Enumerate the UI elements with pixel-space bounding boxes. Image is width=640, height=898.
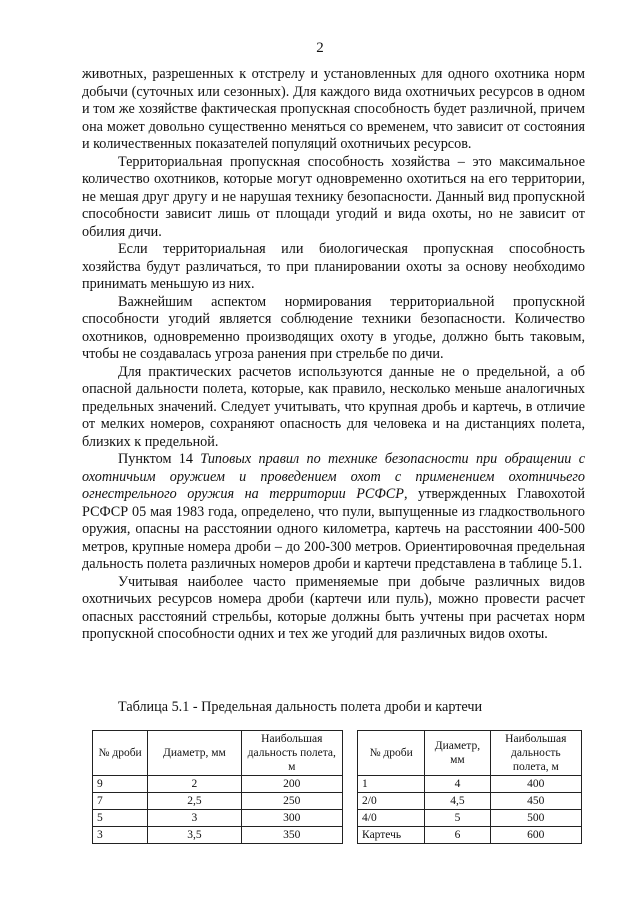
cell-shot-number: 3 xyxy=(93,827,148,844)
cell-shot-number: 2/0 xyxy=(358,793,425,810)
header-diameter: Диаметр, мм xyxy=(148,731,241,776)
paragraph xyxy=(82,451,585,574)
table-row xyxy=(93,810,582,827)
text-run: Важнейшим аспектом нормирования территориальной пропускной способности угодий является соблюдение техники безопасности. Количество охотников, одновременно производящих охоту в угодье, должно быть таковым, чтобы не создавалась угроза ранения при стрельбе по дичи. xyxy=(82,293,585,362)
italic-text-run: Типовых правил по технике безопасности при обращении с охотничьим оружием и проведением охот с применением охотничьего огнестрельного оружия на территории РСФСР xyxy=(82,451,585,502)
paragraph xyxy=(82,154,585,242)
cell-shot-number: Картечь xyxy=(358,827,425,844)
body-text xyxy=(82,66,585,644)
cell-diameter: 2,5 xyxy=(148,793,241,810)
table-gap xyxy=(343,776,358,793)
table-gap xyxy=(343,827,358,844)
paragraph xyxy=(82,241,585,294)
cell-shot-number: 1 xyxy=(358,776,425,793)
header-max-range: Наибольшая дальность полета, м xyxy=(490,731,581,776)
text-run: , утвержденных Главохотой РСФСР 05 мая 1983 года, определено, что пули, выпущенные из гладкоствольного оружия, опасны на расстоянии одного километра, картечь на расстоянии 400-500 метров, крупные номера дроби – до 200-300 метров. Ориентировочная предельная дальность полета различных номеров дроби и картечи представлена в таблице 5.1. xyxy=(82,486,585,572)
cell-diameter: 2 xyxy=(148,776,241,793)
cell-shot-number: 5 xyxy=(93,810,148,827)
cell-diameter: 3 xyxy=(148,810,241,827)
table-gap xyxy=(343,731,358,776)
table-row xyxy=(93,776,582,793)
cell-shot-number: 4/0 xyxy=(358,810,425,827)
paragraph xyxy=(82,574,585,644)
shot-range-table xyxy=(92,730,582,844)
text-run: Территориальная пропускная способность хозяйства – это максимальное количество охотников, которые могут одновременно охотиться на его территории, не мешая друг другу и не нарушая технику безопасности. Данный вид пропускной способности зависит лишь от площади угодий и вида охоты, но не зависит от обилия дичи. xyxy=(82,153,585,240)
cell-max-range: 600 xyxy=(490,827,581,844)
text-run: животных, разрешенных к отстрелу и установленных для одного охотника норм добычи (суточных или сезонных). Для каждого вида охотничьих ресурсов в одном и том же хозяйстве фактическая пропускная способность будет различной, причем она может довольно существенно меняться со временем, что зависит от состояния и количественных показателей популяций охотничьих ресурсов. xyxy=(82,66,585,152)
cell-diameter: 5 xyxy=(425,810,490,827)
table-row xyxy=(93,793,582,810)
paragraph xyxy=(82,364,585,452)
paragraph xyxy=(82,66,585,154)
text-run: Учитывая наиболее часто применяемые при добыче различных видов охотничьих ресурсов номера дроби (картечи или пуль), можно провести расчет опасных расстояний стрельбы, которые должны быть учтены при расчетах норм пропускной способности одних и тех же угодий для различных видов охоты. xyxy=(82,573,585,642)
cell-diameter: 4,5 xyxy=(425,793,490,810)
header-diameter: Диаметр, мм xyxy=(425,731,490,776)
table-gap xyxy=(343,793,358,810)
text-run: Для практических расчетов используются данные не о предельной, а об опасной дальности полета, которые, как правило, несколько меньше аналогичных предельных значений. Следует учитывать, что крупная дробь и картечь, в отличие от мелких номеров, сохраняют опасность для человека и на дистанциях полета, близких к предельной. xyxy=(82,363,585,450)
page-number: 2 xyxy=(316,40,324,56)
cell-shot-number: 9 xyxy=(93,776,148,793)
table-caption: Таблица 5.1 - Предельная дальность полета дроби и картечи xyxy=(118,699,483,715)
cell-max-range: 450 xyxy=(490,793,581,810)
table-header-row xyxy=(93,731,582,776)
cell-diameter: 3,5 xyxy=(148,827,241,844)
table-gap xyxy=(343,810,358,827)
text-run: Пунктом 14 xyxy=(118,451,201,467)
header-shot-number: № дроби xyxy=(358,731,425,776)
cell-max-range: 400 xyxy=(490,776,581,793)
header-max-range: Наибольшая дальность полета, м xyxy=(241,731,342,776)
cell-diameter: 6 xyxy=(425,827,490,844)
cell-shot-number: 7 xyxy=(93,793,148,810)
header-shot-number: № дроби xyxy=(93,731,148,776)
cell-max-range: 300 xyxy=(241,810,342,827)
paragraph xyxy=(82,294,585,364)
cell-max-range: 350 xyxy=(241,827,342,844)
cell-max-range: 200 xyxy=(241,776,342,793)
table-row xyxy=(93,827,582,844)
cell-max-range: 500 xyxy=(490,810,581,827)
cell-max-range: 250 xyxy=(241,793,342,810)
cell-diameter: 4 xyxy=(425,776,490,793)
text-run: Если территориальная или биологическая пропускная способность хозяйства будут различаться, то при планировании охоты за основу необходимо принимать меньшую из них. xyxy=(82,241,585,292)
